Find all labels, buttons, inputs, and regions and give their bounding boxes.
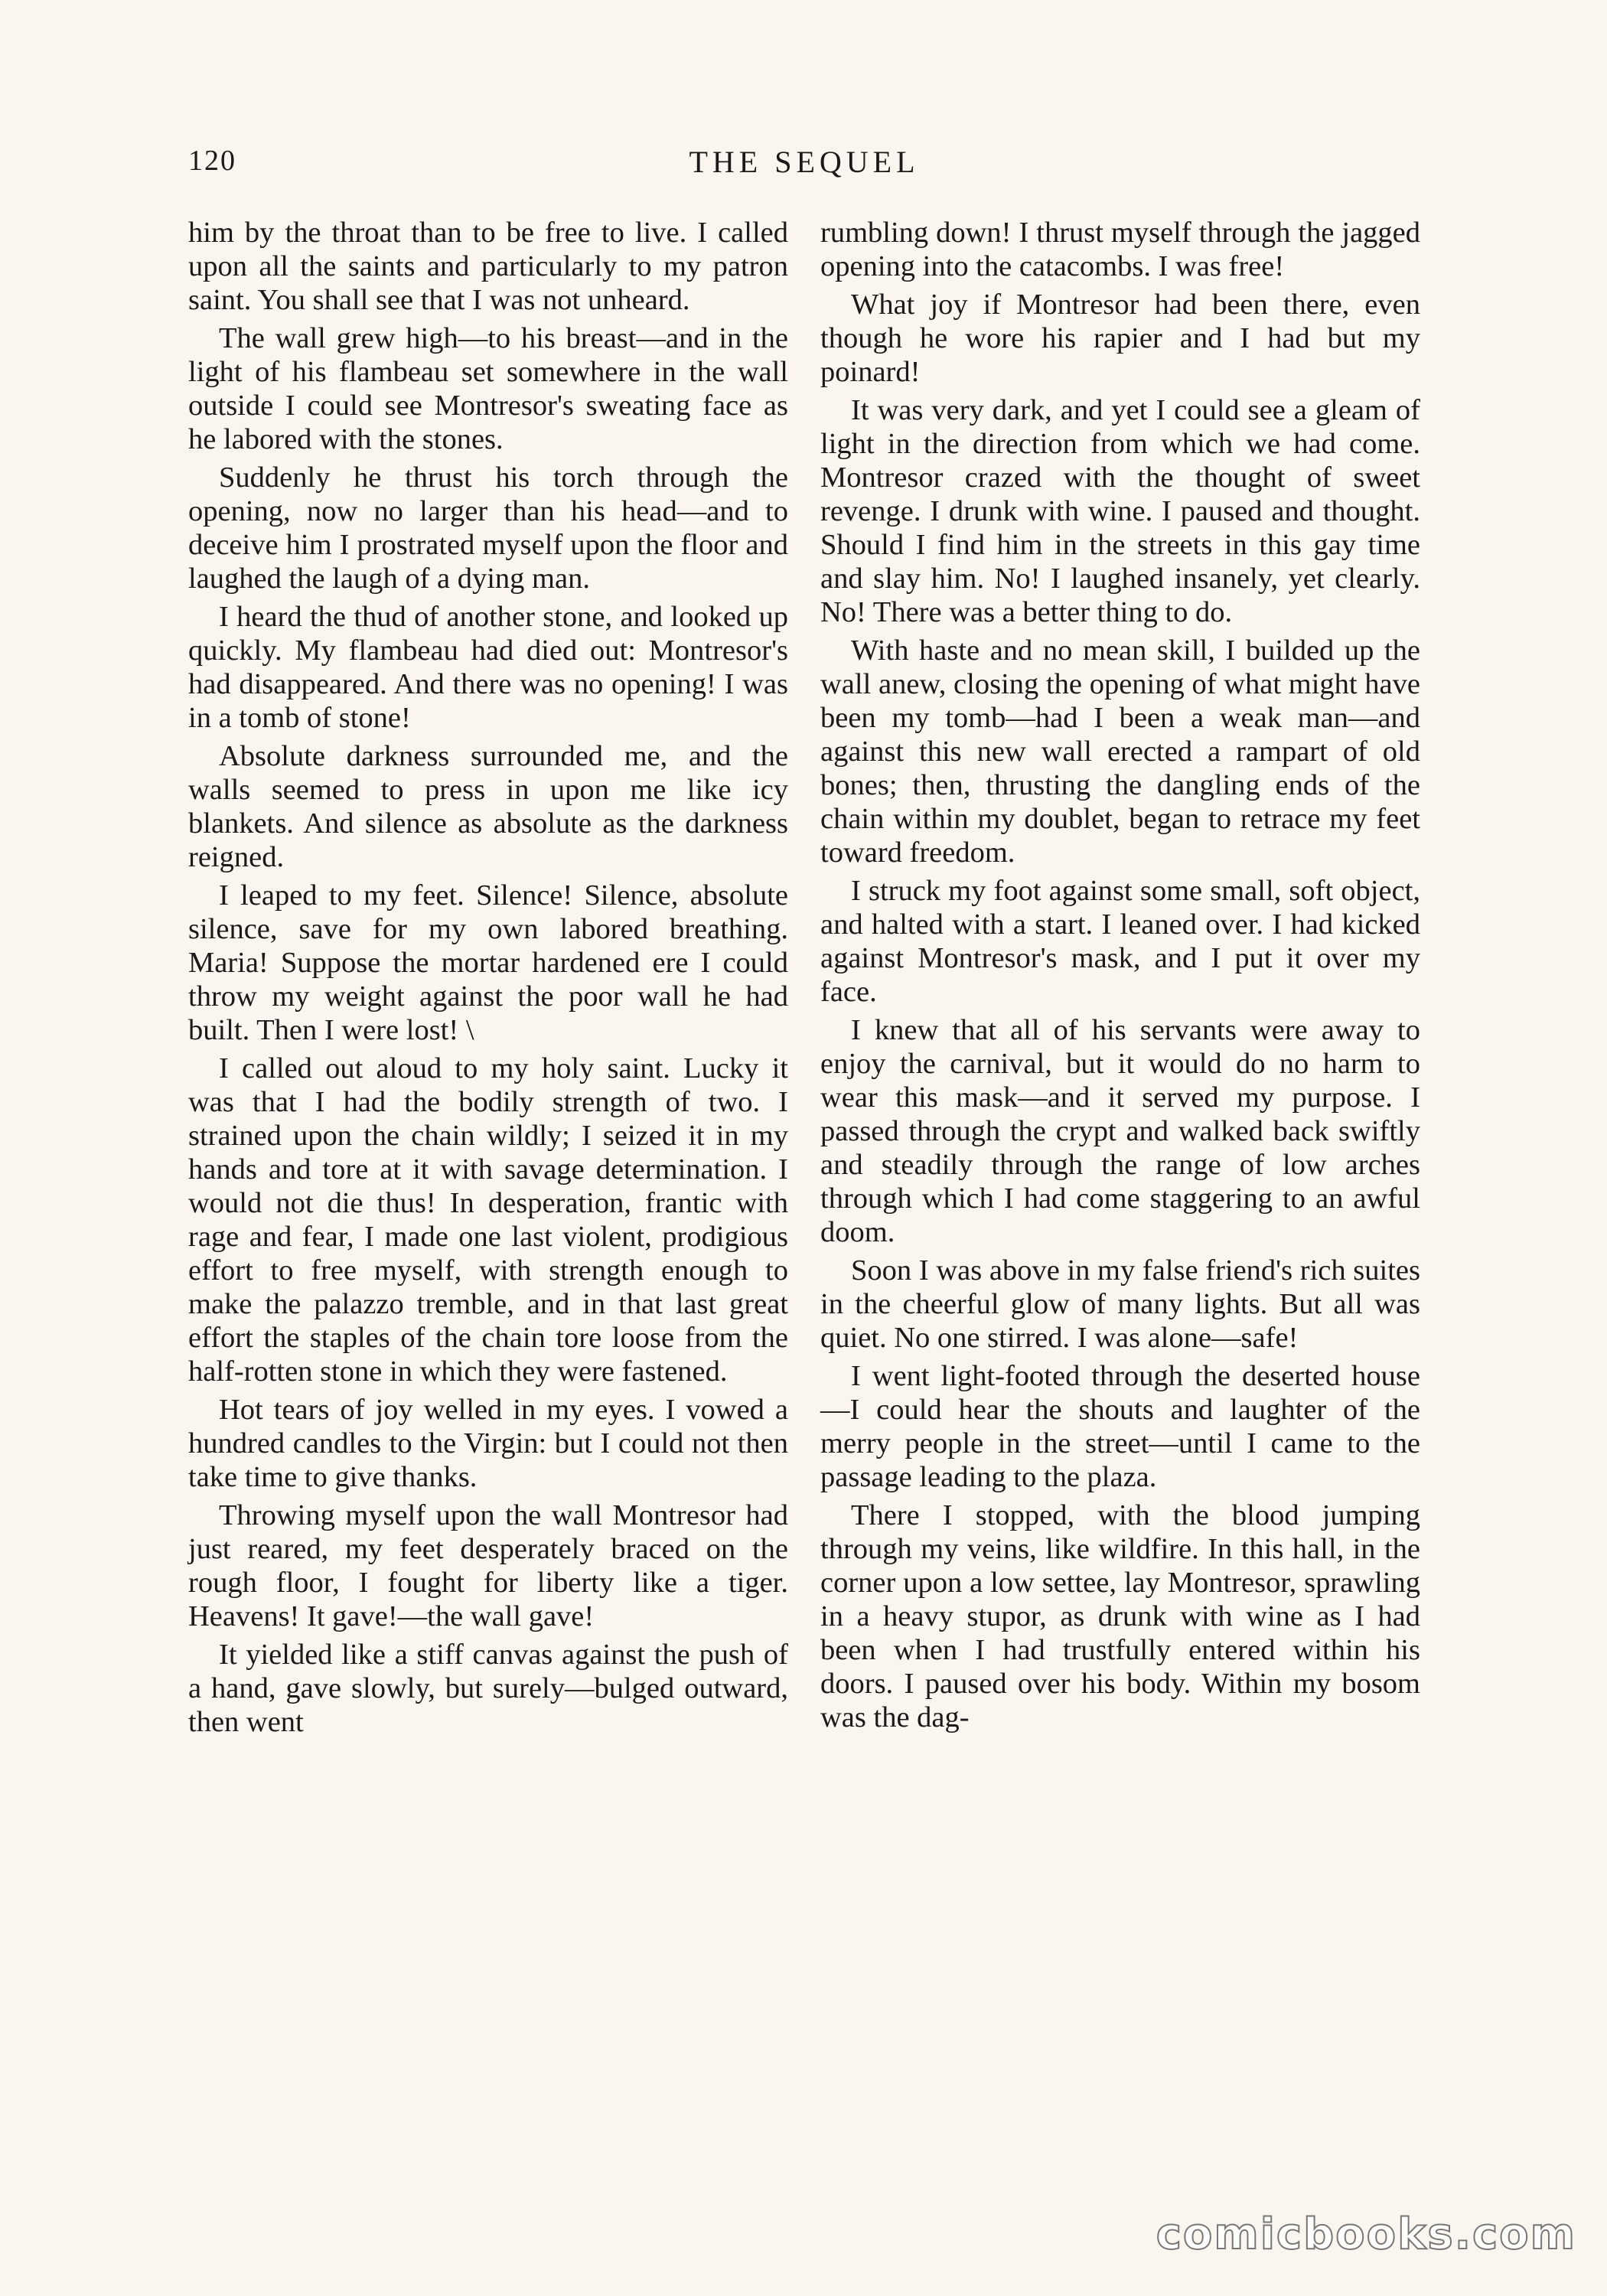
paragraph: It was very dark, and yet I could see a gleam of light in the direction from which we had come. Montresor crazed with the thought of sweet revenge. I drunk with wine. I paused and thought. Should I find him in the streets in this gay time and slay him. No! I laughed insanely, yet clearly. No! There was a better thing to do. [820,394,1420,628]
paragraph: What joy if Montresor had been there, even though he wore his rapier and I had but my poinard! [820,289,1420,388]
paragraph: I called out aloud to my holy saint. Lucky it was that I had the bodily strength of two. I strained upon the chain wildly; I seized it in my hands and tore at it with savage determination. I would not die thus! In desperation, frantic with rage and fear, I made one last violent, prodigious effort to free myself, with strength enough to make the palazzo tremble, and in that last great effort the staples of the chain tore loose from the half-rotten stone in which they were fastened. [188,1052,788,1388]
paragraph: Hot tears of joy welled in my eyes. I vowed a hundred candles to the Virgin: but I could not then take time to give thanks. [188,1394,788,1493]
paragraph: There I stopped, with the blood jumping through my veins, like wildfire. In this hall, in the corner upon a low settee, lay Montresor, sprawling in a heavy stupor, as drunk with wine as I had been when I had trustfully entered within his doors. I paused over his body. Within my bosom was the dag- [820,1499,1420,1733]
site-watermark: comicbooks.com [1156,2210,1576,2259]
paragraph: Absolute darkness surrounded me, and the walls seemed to press in upon me like icy blankets. And silence as absolute as the darkness reigned. [188,740,788,873]
paragraph: With haste and no mean skill, I builded up the wall anew, closing the opening of what might have been my tomb—had I been a weak man—and against this new wall erected a rampart of old bones; then, thrusting the dangling ends of the chain within my doublet, began to retrace my feet toward freedom. [820,634,1420,869]
paragraph: Throwing myself upon the wall Montresor had just reared, my feet desperately braced on the rough floor, I fought for liberty like a tiger. Heavens! It gave!—the wall gave! [188,1499,788,1632]
paragraph: The wall grew high—to his breast—and in the light of his flambeau set somewhere in the wall outside I could see Montresor's sweating face as he labored with the stones. [188,322,788,455]
paragraph: him by the throat than to be free to live. I called upon all the saints and particularly to my patron saint. You shall see that I was not unheard. [188,217,788,316]
right-column [820,216,1420,1739]
paragraph: Suddenly he thrust his torch through the opening, now no larger than his head—and to deceive him I prostrated myself upon the floor and laughed the laugh of a dying man. [188,461,788,595]
paragraph: I went light-footed through the deserted house—I could hear the shouts and laughter of the merry people in the street—until I came to the passage leading to the plaza. [820,1360,1420,1493]
paragraph: I knew that all of his servants were away to enjoy the carnival, but it would do no harm to wear this mask—and it served my purpose. I passed through the crypt and walked back swiftly and steadily through the range of low arches through which I had come staggering to an awful doom. [820,1014,1420,1248]
paragraph: I leaped to my feet. Silence! Silence, absolute silence, save for my own labored breathing. Maria! Suppose the mortar hardened ere I could throw my weight against the poor wall he had built. Then I were lost! \ [188,879,788,1046]
running-title: THE SEQUEL [689,145,920,179]
paragraph: It yielded like a stiff canvas against the push of a hand, gave slowly, but surely—bulged outward, then went [188,1639,788,1738]
paragraph: I heard the thud of another stone, and looked up quickly. My flambeau had died out: Montresor's had disappeared. And there was no opening! I was in a tomb of stone! [188,601,788,734]
paragraph: Soon I was above in my false friend's rich suites in the cheerful glow of many lights. But all was quiet. No one stirred. I was alone—safe! [820,1254,1420,1354]
left-column [188,216,788,1743]
page-header [188,144,1420,190]
page-number: 120 [188,145,236,177]
paragraph: I struck my foot against some small, soft object, and halted with a start. I leaned over. I had kicked against Montresor's mask, and I put it over my face. [820,875,1420,1008]
paragraph: rumbling down! I thrust myself through the jagged opening into the catacombs. I was free! [820,217,1420,282]
